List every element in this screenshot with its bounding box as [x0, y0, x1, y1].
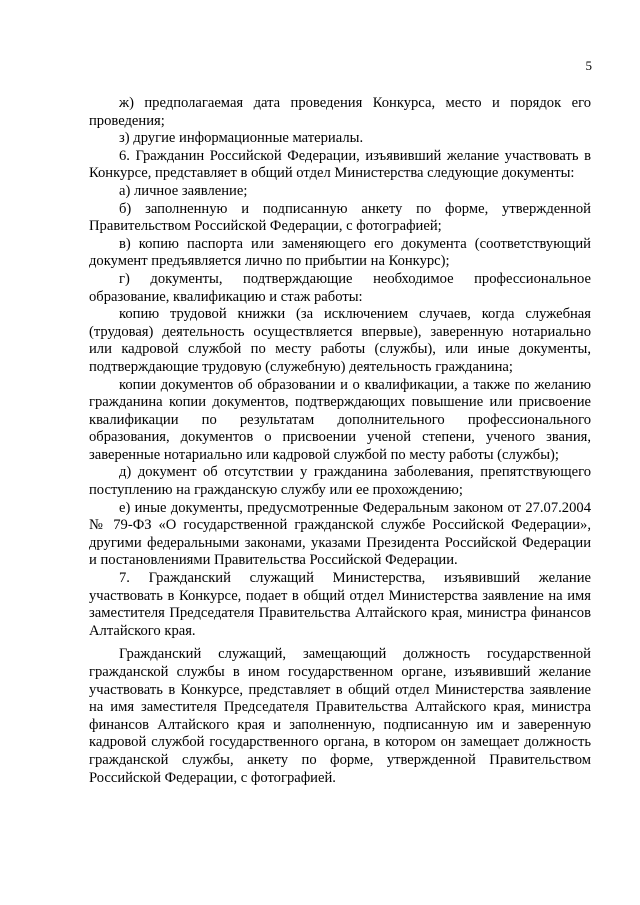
- page-number: 5: [585, 58, 592, 73]
- paragraph-other-agency-servant: Гражданский служащий, замещающий должность государственной гражданской службы в ином государственном органе, изъявивший желание участвовать в Конкурсе, представляет в общий отдел Министерства заявление на имя заместителя Председателя Правительства Алтайского края, министра финансов Алтайского края и заполненную, подписанную им и заверенную кадровой службой государственного органа, в котором он замещает должность гражданской службы, анкету по форме, утвержденной Правительством Российской Федерации, с фотографией.: [89, 646, 591, 786]
- paragraph-education-docs: копии документов об образовании и о квалификации, а также по желанию гражданина копии документов, подтверждающих повышение или присвоение квалификации по результатам дополнительного профессионального образования, документов о присвоении ученой степени, ученого звания, заверенные нотариально или кадровой службой по месту работы (службы);: [89, 376, 591, 463]
- paragraph-item-e: е) иные документы, предусмотренные Федеральным законом от 27.07.2004 № 79-ФЗ «О государственной гражданской службе Российской Федерации», другими федеральными законами, указами Президента Российской Федерации и постановлениями Правительства Российской Федерации.: [89, 499, 591, 569]
- paragraph-work-record: копию трудовой книжки (за исключением случаев, когда служебная (трудовая) деятельность осуществляется впервые), заверенную нотариально или кадровой службой по месту работы (службы), или иные документы, подтверждающие трудовую (служебную) деятельность гражданина;: [89, 306, 591, 375]
- document-body: [89, 95, 591, 787]
- paragraph-item-v: в) копию паспорта или заменяющего его документа (соответствующий документ предъявляется лично по прибытии на Конкурс);: [89, 235, 591, 270]
- paragraph-item-g: г) документы, подтверждающие необходимое профессиональное образование, квалификацию и стаж работы:: [89, 270, 591, 305]
- paragraph-item-d: д) документ об отсутствии у гражданина заболевания, препятствующего поступлению на гражданскую службу или ее прохождению;: [89, 464, 591, 499]
- paragraph-clause-6: 6. Гражданин Российской Федерации, изъявивший желание участвовать в Конкурсе, представляет в общий отдел Министерства следующие документы:: [89, 147, 591, 182]
- paragraph-item-b: б) заполненную и подписанную анкету по форме, утвержденной Правительством Российской Федерации, с фотографией;: [89, 200, 591, 235]
- paragraph-item-zh: ж) предполагаемая дата проведения Конкурса, место и порядок его проведения;: [89, 95, 591, 129]
- paragraph-item-a: а) личное заявление;: [119, 182, 248, 199]
- paragraph-item-z: з) другие информационные материалы.: [119, 130, 364, 147]
- paragraph-clause-7: 7. Гражданский служащий Министерства, изъявивший желание участвовать в Конкурсе, подает в общий отдел Министерства заявление на имя заместителя Председателя Правительства Алтайского края, министра финансов Алтайского края.: [89, 570, 591, 639]
